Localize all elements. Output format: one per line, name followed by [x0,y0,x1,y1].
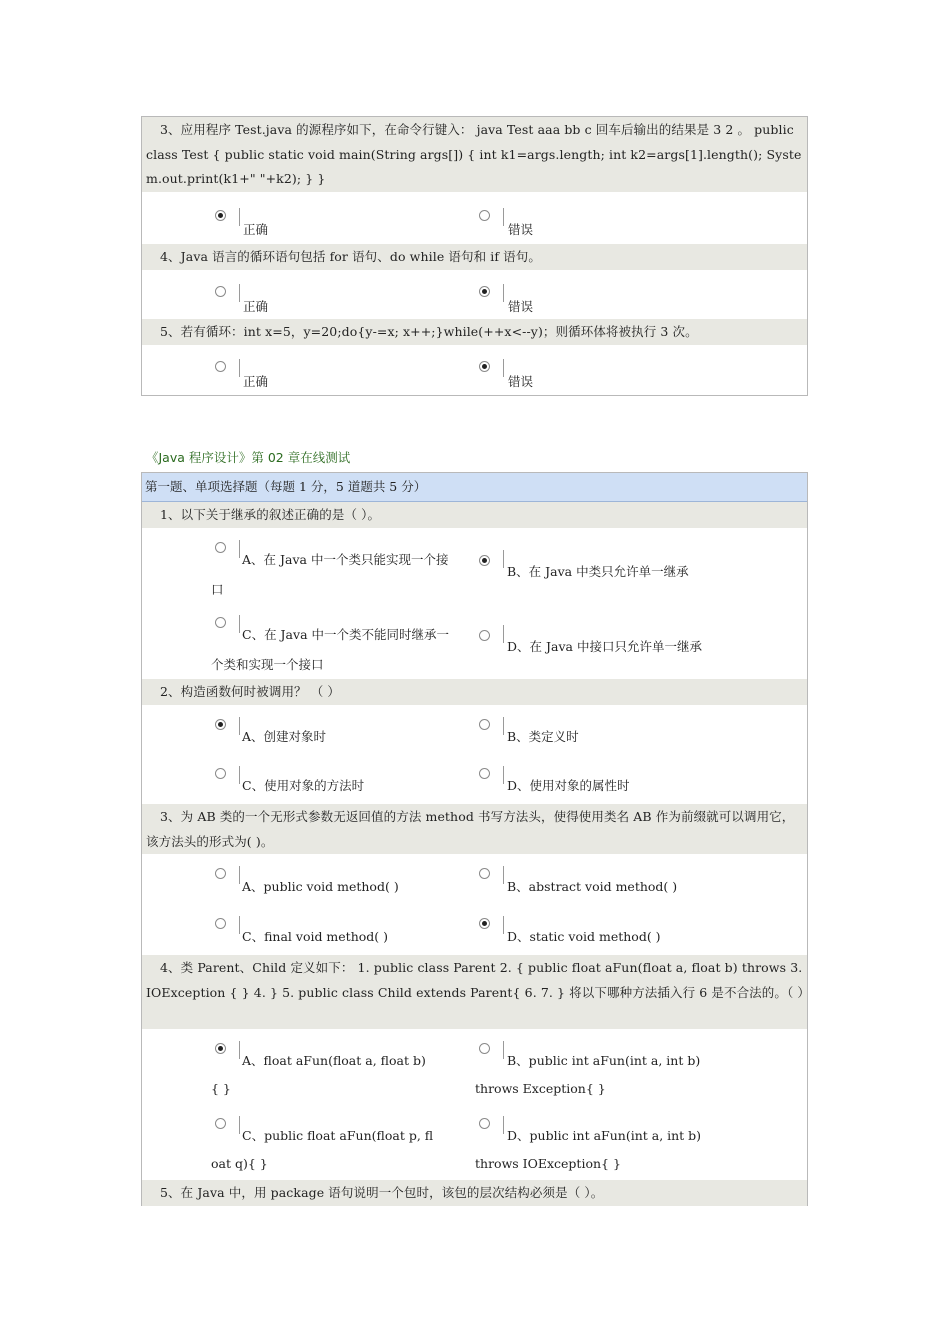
option-divider [239,540,240,558]
q4-option-d-line2: throws IOException{ } [475,1156,621,1171]
option-divider [239,284,240,302]
q3-radio-wrong[interactable] [479,210,490,221]
question-1-text: 1、以下关于继承的叙述正确的是（ ）。 [142,502,807,528]
q4-radio-c[interactable] [215,1118,226,1129]
q4-option-a-line2: { } [211,1081,231,1096]
option-divider [239,766,240,784]
q5-option-correct-label: 正确 [243,374,269,389]
question-2-options [142,705,807,804]
quiz-panel-chapter-02 [141,472,811,1206]
question-3-options [142,854,807,955]
option-divider [239,916,240,934]
option-divider [503,550,504,568]
section-header: 第一题、单项选择题（每题 1 分，5 道题共 5 分） [142,473,807,502]
q1-option-a-line2: 口 [211,582,224,597]
q2-option-a-label: A、创建对象时 [242,729,327,744]
question-5-text: 5、若有循环：int x=5，y=20;do{y-=x; x++;}while(++x<--y)；则循环体将被执行 3 次。 [142,319,807,345]
option-divider [239,615,240,633]
q5-option-wrong-label: 错误 [508,374,534,389]
q2-radio-a[interactable] [215,719,226,730]
q3-option-d-label: D、static void method( ) [507,929,661,944]
q4-option-d-line1: D、public int aFun(int a, int b) [507,1128,702,1143]
option-divider [503,766,504,784]
option-divider [239,717,240,735]
q4-radio-a[interactable] [215,1043,226,1054]
option-divider [503,284,504,302]
question-4-options [142,1029,807,1180]
question-4-options [142,270,807,319]
q2-option-c-label: C、使用对象的方法时 [242,778,365,793]
q4-option-a-line1: A、float aFun(float a, float b) [242,1053,426,1068]
q5-radio-correct[interactable] [215,361,226,372]
option-divider [503,625,504,643]
q5-radio-wrong[interactable] [479,361,490,372]
q4-radio-wrong[interactable] [479,286,490,297]
question-4-text: 4、Java 语言的循环语句包括 for 语句、do while 语句和 if 语句。 [142,244,807,270]
question-4-text: 4、类 Parent、Child 定义如下： 1. public class Parent 2. { public float aFun(float a, float b) throws 3. IOException { } 4. } 5. public class Child extends Parent{ 6. 7. } 将以下哪种方法插入行 6 是不合法的。（ ） [142,955,807,1029]
question-1-options [142,528,807,679]
quiz-panel-previous [141,116,808,396]
q1-radio-d[interactable] [479,630,490,641]
option-divider [239,208,240,226]
option-divider [239,866,240,884]
question-5-options [142,345,807,395]
q1-radio-c[interactable] [215,617,226,628]
q4-radio-correct[interactable] [215,286,226,297]
option-divider [503,916,504,934]
q4-option-b-line2: throws Exception{ } [475,1081,606,1096]
q3-radio-d[interactable] [479,918,490,929]
option-divider [503,866,504,884]
q4-option-wrong-label: 错误 [508,299,534,314]
q1-option-a-line1: A、在 Java 中一个类只能实现一个接 [242,552,449,567]
option-divider [503,1116,504,1134]
option-divider [239,1116,240,1134]
q1-radio-a[interactable] [215,542,226,553]
q2-option-b-label: B、类定义时 [507,729,579,744]
q2-radio-c[interactable] [215,768,226,779]
q3-radio-c[interactable] [215,918,226,929]
option-divider [239,1041,240,1059]
option-divider [503,208,504,226]
q2-radio-d[interactable] [479,768,490,779]
q4-option-b-line1: B、public int aFun(int a, int b) [507,1053,701,1068]
q4-radio-b[interactable] [479,1043,490,1054]
option-divider [239,359,240,377]
question-2-text: 2、构造函数何时被调用？ （ ） [142,679,807,705]
q1-option-d-label: D、在 Java 中接口只允许单一继承 [507,639,702,654]
q3-option-c-label: C、final void method( ) [242,929,389,944]
q3-option-b-label: B、abstract void method( ) [507,879,678,894]
option-divider [503,1041,504,1059]
q1-option-c-line2: 个类和实现一个接口 [211,657,324,672]
option-divider [503,717,504,735]
q3-option-a-label: A、public void method( ) [242,879,399,894]
question-3-text: 3、应用程序 Test.java 的源程序如下，在命令行键入： java Test aaa bb c 回车后输出的结果是 3 2 。 public class Test { public static void main(String args[]) { int k1=args.length; int k2=args[1].length(); System.out.print(k1+" "+k2); } } [142,117,807,192]
question-3-options [142,192,807,244]
q2-radio-b[interactable] [479,719,490,730]
q4-option-correct-label: 正确 [243,299,269,314]
q3-radio-b[interactable] [479,868,490,879]
q3-option-correct-label: 正确 [243,222,269,237]
q1-option-c-line1: C、在 Java 中一个类不能同时继承一 [242,627,449,642]
q3-radio-a[interactable] [215,868,226,879]
q1-option-b-label: B、在 Java 中类只允许单一继承 [507,564,689,579]
q3-option-wrong-label: 错误 [508,222,534,237]
q2-option-d-label: D、使用对象的属性时 [507,778,630,793]
q3-radio-correct[interactable] [215,210,226,221]
q4-option-c-line1: C、public float aFun(float p, fl [242,1128,434,1143]
q1-radio-b[interactable] [479,555,490,566]
chapter-test-title: 《Java 程序设计》第 02 章在线测试 [146,450,351,465]
q4-option-c-line2: oat q){ } [211,1156,268,1171]
q4-radio-d[interactable] [479,1118,490,1129]
question-5-text: 5、在 Java 中，用 package 语句说明一个包时，该包的层次结构必须是（ ）。 [142,1180,807,1206]
question-3-text: 3、为 AB 类的一个无形式参数无返回值的方法 method 书写方法头，使得使用类名 AB 作为前缀就可以调用它，该方法头的形式为( )。 [142,804,807,854]
option-divider [503,359,504,377]
